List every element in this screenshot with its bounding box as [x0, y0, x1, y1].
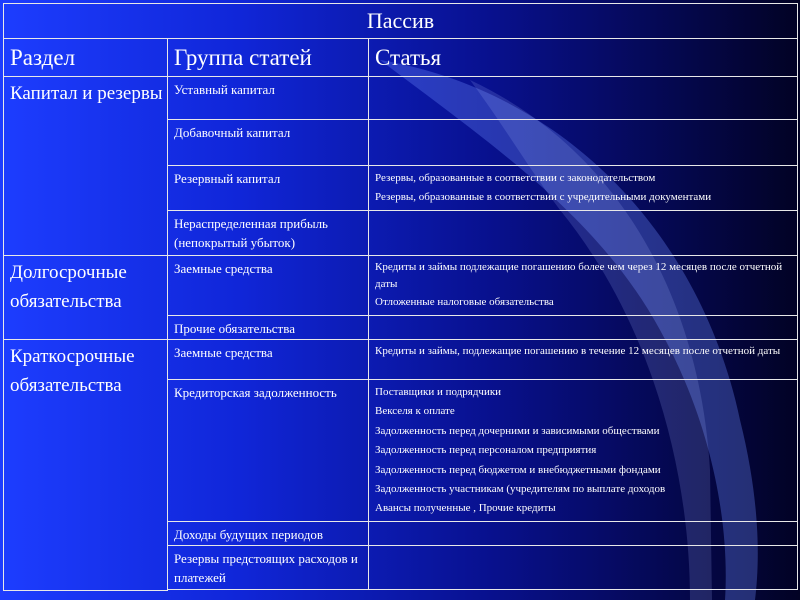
article-item: Задолженность перед персоналом предприятия — [375, 444, 597, 457]
table-title: Пассив — [4, 4, 798, 39]
article-item: Резервы, образованные в соответствии с законодательством — [375, 172, 656, 184]
articles-zaemnye-sredstva-long — [369, 256, 798, 316]
article-item: Поставщики и подрядчики — [375, 386, 502, 398]
group-neraspredelennaya-pribyl: Нераспределенная прибыль (непокрытый убыток) — [168, 211, 369, 256]
header-gruppa-statei: Группа статей — [168, 39, 369, 77]
group-zaemnye-sredstva-short: Заемные средства — [168, 340, 369, 380]
group-ustavnyi-kapital: Уставный капитал — [168, 77, 369, 120]
article-item: Задолженность участникам (учредителям по выплате доходов — [375, 483, 666, 496]
article-item: Резервы, образованные в соответствии с учредительными документами — [375, 191, 712, 204]
articles-neraspredelennaya-pribyl — [369, 211, 798, 256]
article-item: Кредиты и займы, подлежащие погашению в течение 12 месяцев после отчетной даты — [375, 345, 781, 357]
spacer — [168, 590, 369, 591]
articles-rezervy-predstoyashchikh-raskhodov — [369, 546, 798, 590]
group-rezervnyi-kapital: Резервный капитал — [168, 166, 369, 211]
article-item: Векселя к оплате — [375, 405, 455, 418]
group-rezervy-predstoyashchikh-raskhodov: Резервы предстоящих расходов и платежей — [168, 546, 369, 590]
articles-kreditorskaya-zadolzhennost — [369, 380, 798, 522]
articles-dobavochnyi-kapital — [369, 120, 798, 166]
article-item: Авансы полученные , Прочие кредиты — [375, 502, 556, 515]
article-item: Отложенные налоговые обязательства — [375, 296, 554, 308]
section-dolgosrochnye-obyazatelstva: Долгосрочные обязательства — [4, 256, 168, 340]
article-item: Кредиты и займы подлежащие погашению более чем через 12 месяцев после отчетной даты — [375, 261, 783, 290]
section-kapital-i-rezervy: Капитал и резервы — [4, 77, 168, 256]
group-dobavochnyi-kapital: Добавочный капитал — [168, 120, 369, 166]
group-zaemnye-sredstva-long: Заемные средства — [168, 256, 369, 316]
article-item: Задолженность перед дочерними и зависимыми обществами — [375, 424, 660, 437]
articles-ustavnyi-kapital — [369, 77, 798, 120]
header-statya: Статья — [369, 39, 798, 77]
header-razdel: Раздел — [4, 39, 168, 77]
articles-dokhody-budushchikh-periodov — [369, 522, 798, 546]
spacer — [369, 590, 798, 591]
group-prochie-obyazatelstva: Прочие обязательства — [168, 316, 369, 340]
passive-table — [3, 3, 797, 591]
articles-zaemnye-sredstva-short — [369, 340, 798, 380]
articles-rezervnyi-kapital — [369, 166, 798, 211]
group-dokhody-budushchikh-periodov: Доходы будущих периодов — [168, 522, 369, 546]
group-kreditorskaya-zadolzhennost: Кредиторская задолженность — [168, 380, 369, 522]
articles-prochie-obyazatelstva — [369, 316, 798, 340]
section-kratkosrochnye-obyazatelstva: Краткосрочные обязательства — [4, 340, 168, 591]
article-item: Задолженность перед бюджетом и внебюджетными фондами — [375, 463, 661, 476]
